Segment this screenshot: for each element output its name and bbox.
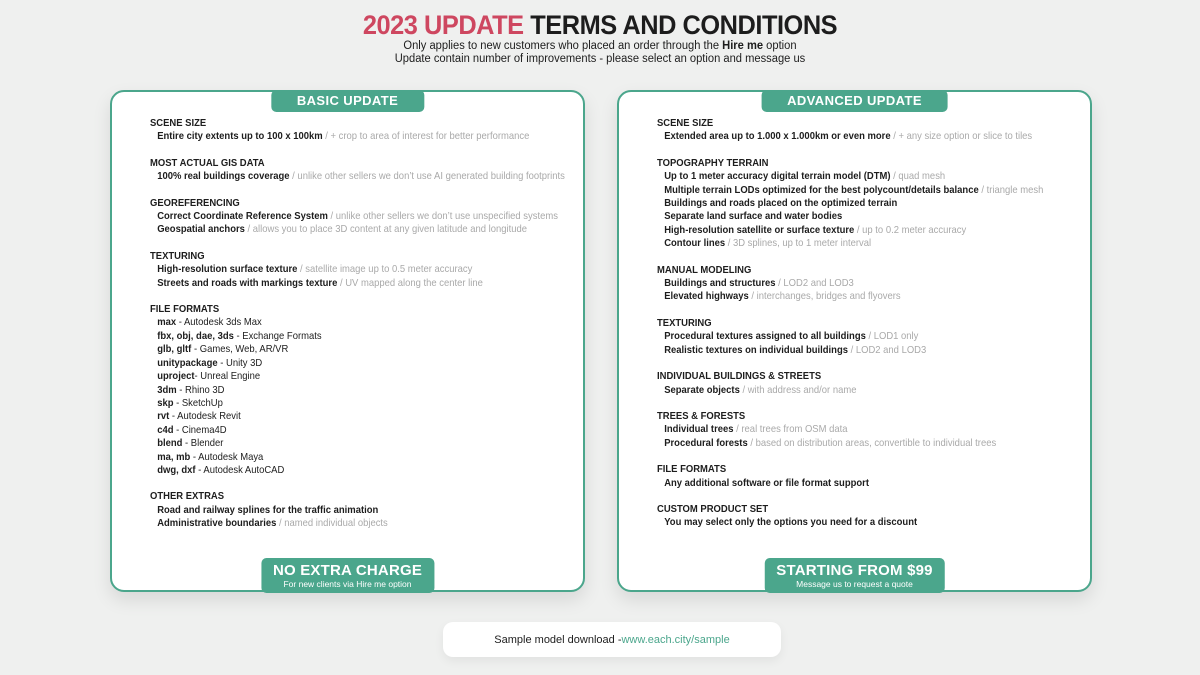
feature-item-note: / satellite image up to 0.5 meter accuracy bbox=[297, 263, 473, 276]
feature-item bbox=[657, 344, 1038, 357]
feature-item-main: rvt bbox=[157, 410, 170, 423]
basic-update-badge: BASIC UPDATE bbox=[271, 90, 424, 112]
feature-item bbox=[657, 197, 1038, 210]
feature-item-main: Procedural textures assigned to all buildings bbox=[664, 330, 866, 343]
feature-item bbox=[150, 223, 531, 236]
feature-item bbox=[150, 384, 531, 397]
feature-item-main: Elevated highways bbox=[664, 290, 749, 303]
feature-item-note: / UV mapped along the center line bbox=[337, 276, 483, 289]
feature-item bbox=[150, 330, 531, 343]
page-title bbox=[36, 11, 1164, 40]
page-header bbox=[0, 11, 1200, 66]
subtitle1-hire-me: Hire me bbox=[722, 40, 764, 52]
section-heading: FILE FORMATS bbox=[150, 303, 220, 316]
feature-item-main: High-resolution surface texture bbox=[157, 263, 298, 276]
feature-item-main: max bbox=[157, 316, 177, 329]
no-extra-charge-badge bbox=[261, 558, 434, 593]
feature-section bbox=[657, 264, 1080, 304]
feature-item-main: Any additional software or file format support bbox=[664, 476, 869, 489]
feature-item-main: Geospatial anchors bbox=[157, 223, 245, 236]
feature-item bbox=[657, 437, 1038, 450]
feature-item bbox=[150, 410, 531, 423]
feature-item-note: / named individual objects bbox=[276, 517, 388, 530]
feature-item bbox=[657, 277, 1038, 290]
feature-item-main: blend bbox=[157, 437, 183, 450]
feature-item-main: glb, gltf bbox=[157, 343, 192, 356]
feature-item-detail: - Games, Web, AR/VR bbox=[191, 343, 289, 356]
feature-item-note: / + crop to area of interest for better performance bbox=[322, 130, 530, 143]
feature-item-main: uproject bbox=[157, 370, 195, 383]
feature-item-main: unitypackage bbox=[157, 356, 218, 369]
badge-price-sub: Message us to request a quote bbox=[796, 578, 913, 589]
feature-item-note: / interchanges, bridges and flyovers bbox=[748, 290, 901, 303]
feature-section bbox=[657, 370, 1080, 397]
badge-price-sub: For new clients via Hire me option bbox=[283, 578, 412, 589]
subtitle1-pre: Only applies to new customers who placed an order through the bbox=[403, 40, 723, 52]
feature-item-note: / unlike other sellers we don’t use unspecified systems bbox=[327, 210, 558, 223]
feature-item bbox=[150, 464, 531, 477]
feature-item bbox=[150, 263, 531, 276]
feature-item-main: High-resolution satellite or surface texture bbox=[664, 223, 855, 236]
feature-section bbox=[657, 317, 1080, 357]
feature-item-main: Administrative boundaries bbox=[157, 517, 277, 530]
feature-item-main: Correct Coordinate Reference System bbox=[157, 210, 328, 223]
badge-price-title: NO EXTRA CHARGE bbox=[272, 561, 423, 579]
feature-section bbox=[150, 250, 573, 290]
section-heading: OTHER EXTRAS bbox=[150, 490, 225, 503]
feature-item bbox=[150, 370, 531, 383]
feature-item-main: Separate objects bbox=[664, 383, 740, 396]
feature-section bbox=[150, 117, 573, 144]
feature-item-main: Buildings and roads placed on the optimized terrain bbox=[664, 197, 898, 210]
feature-item-note: / allows you to place 3D content at any given latitude and longitude bbox=[244, 223, 528, 236]
starting-from-badge bbox=[764, 558, 944, 593]
feature-item-detail: - Unreal Engine bbox=[194, 370, 261, 383]
feature-item bbox=[150, 343, 531, 356]
feature-item-main: Entire city extents up to 100 x 100km bbox=[157, 130, 323, 143]
feature-item-main: dwg, dxf bbox=[157, 463, 196, 476]
basic-update-panel bbox=[110, 90, 585, 592]
feature-item-main: ma, mb bbox=[157, 450, 191, 463]
feature-item-main: 3dm bbox=[157, 383, 177, 396]
feature-item bbox=[150, 451, 531, 464]
feature-item-note: / LOD2 and LOD3 bbox=[847, 343, 927, 356]
feature-item bbox=[657, 384, 1038, 397]
feature-item-note: / triangle mesh bbox=[978, 183, 1044, 196]
feature-section bbox=[150, 197, 573, 237]
advanced-update-panel bbox=[617, 90, 1092, 592]
feature-item bbox=[657, 130, 1038, 143]
feature-item-note: / unlike other sellers we don’t use AI generated building footprints bbox=[289, 170, 565, 183]
feature-item bbox=[150, 170, 565, 183]
feature-item-main: Buildings and structures bbox=[664, 277, 776, 290]
feature-item bbox=[150, 210, 558, 223]
feature-item-main: Realistic textures on individual buildings bbox=[664, 343, 848, 356]
section-heading: FILE FORMATS bbox=[657, 463, 727, 476]
feature-item-main: Up to 1 meter accuracy digital terrain model (DTM) bbox=[664, 170, 891, 183]
subtitle1-post: option bbox=[763, 40, 797, 52]
feature-item-note: / 3D splines, up to 1 meter interval bbox=[725, 237, 872, 250]
feature-item-detail: - Cinema4D bbox=[173, 423, 227, 436]
feature-item-detail: - Exchange Formats bbox=[233, 329, 322, 342]
feature-section bbox=[150, 157, 573, 184]
feature-item bbox=[150, 517, 531, 530]
sample-download-bar bbox=[443, 622, 781, 657]
section-heading: INDIVIDUAL BUILDINGS & STREETS bbox=[657, 370, 822, 383]
sample-download-label: Sample model download - bbox=[494, 633, 622, 646]
feature-item bbox=[657, 330, 1038, 343]
feature-item bbox=[150, 130, 531, 143]
feature-item bbox=[657, 237, 1038, 250]
feature-item-main: Separate land surface and water bodies bbox=[664, 210, 843, 223]
section-heading: SCENE SIZE bbox=[150, 117, 207, 129]
feature-item bbox=[657, 170, 1038, 183]
feature-item-detail: - Blender bbox=[182, 437, 224, 450]
feature-item-main: fbx, obj, dae, 3ds bbox=[157, 329, 234, 342]
title-year-accent: 2023 UPDATE bbox=[362, 10, 524, 40]
feature-item bbox=[657, 423, 1038, 436]
feature-item-detail: - Autodesk AutoCAD bbox=[195, 463, 285, 476]
feature-section bbox=[657, 463, 1080, 490]
feature-item bbox=[150, 397, 531, 410]
feature-item-main: You may select only the options you need for a discount bbox=[664, 516, 918, 529]
section-heading: TEXTURING bbox=[150, 249, 205, 262]
feature-item-main: skp bbox=[157, 396, 174, 409]
feature-item-main: Road and railway splines for the traffic animation bbox=[157, 503, 379, 516]
section-heading: MOST ACTUAL GIS DATA bbox=[150, 156, 265, 169]
feature-item-main: Multiple terrain LODs optimized for the best polycount/details balance bbox=[664, 183, 979, 196]
feature-item-note: / LOD1 only bbox=[865, 330, 919, 343]
section-heading: SCENE SIZE bbox=[657, 117, 714, 129]
feature-item-main: Streets and roads with markings texture bbox=[157, 276, 338, 289]
feature-section bbox=[657, 157, 1080, 251]
section-heading: CUSTOM PRODUCT SET bbox=[657, 502, 769, 515]
feature-item-note: / quad mesh bbox=[890, 170, 946, 183]
feature-item-main: 100% real buildings coverage bbox=[157, 170, 290, 183]
feature-item bbox=[657, 224, 1038, 237]
feature-item bbox=[150, 424, 531, 437]
feature-section bbox=[657, 503, 1080, 530]
feature-item bbox=[150, 504, 531, 517]
section-heading: MANUAL MODELING bbox=[657, 263, 752, 276]
feature-item-note: / based on distribution areas, convertible to individual trees bbox=[747, 436, 997, 449]
feature-item-detail: - Autodesk Maya bbox=[190, 450, 264, 463]
feature-item-main: c4d bbox=[157, 423, 174, 436]
feature-item-note: / with address and/or name bbox=[739, 383, 857, 396]
feature-item-note: / + any size option or slice to tiles bbox=[890, 130, 1033, 143]
section-heading: TREES & FORESTS bbox=[657, 409, 746, 422]
feature-section bbox=[150, 490, 573, 530]
feature-item-main: Contour lines bbox=[664, 237, 726, 250]
feature-item-detail: - Autodesk Revit bbox=[169, 410, 241, 423]
section-heading: TOPOGRAPHY TERRAIN bbox=[657, 156, 769, 169]
advanced-update-badge: ADVANCED UPDATE bbox=[761, 90, 948, 112]
feature-item bbox=[657, 477, 1038, 490]
panel-content bbox=[619, 92, 1090, 530]
feature-item bbox=[150, 277, 531, 290]
subtitle-line-2: Update contain number of improvements - please select an option and message us bbox=[394, 53, 806, 65]
title-rest: TERMS AND CONDITIONS bbox=[523, 10, 838, 40]
feature-item-detail: - Rhino 3D bbox=[176, 383, 225, 396]
feature-item bbox=[657, 183, 1044, 197]
feature-section bbox=[150, 303, 573, 477]
section-heading: GEOREFERENCING bbox=[150, 196, 240, 209]
feature-item bbox=[150, 316, 531, 329]
feature-item bbox=[150, 437, 531, 450]
feature-item-detail: - Autodesk 3ds Max bbox=[176, 316, 262, 329]
feature-item-main: Extended area up to 1.000 x 1.000km or even more bbox=[664, 130, 891, 143]
feature-item-note: / real trees from OSM data bbox=[733, 423, 848, 436]
feature-item bbox=[657, 516, 1038, 529]
feature-item bbox=[657, 290, 1038, 303]
feature-item-note: / up to 0.2 meter accuracy bbox=[854, 223, 967, 236]
section-heading: TEXTURING bbox=[657, 316, 712, 329]
sample-download-link[interactable]: www.each.city/sample bbox=[621, 633, 730, 646]
feature-item-note: / LOD2 and LOD3 bbox=[775, 277, 854, 290]
feature-item-main: Individual trees bbox=[664, 423, 734, 436]
feature-section bbox=[657, 410, 1080, 450]
subtitle-line-1 bbox=[18, 40, 1182, 53]
panel-content bbox=[112, 92, 583, 531]
feature-item bbox=[657, 210, 1038, 223]
feature-item-main: Procedural forests bbox=[664, 436, 748, 449]
feature-section bbox=[657, 117, 1080, 144]
feature-item-detail: - SketchUp bbox=[173, 396, 223, 409]
feature-item-detail: - Unity 3D bbox=[217, 356, 263, 369]
badge-price-title: STARTING FROM $99 bbox=[776, 561, 933, 579]
feature-item bbox=[150, 357, 531, 370]
